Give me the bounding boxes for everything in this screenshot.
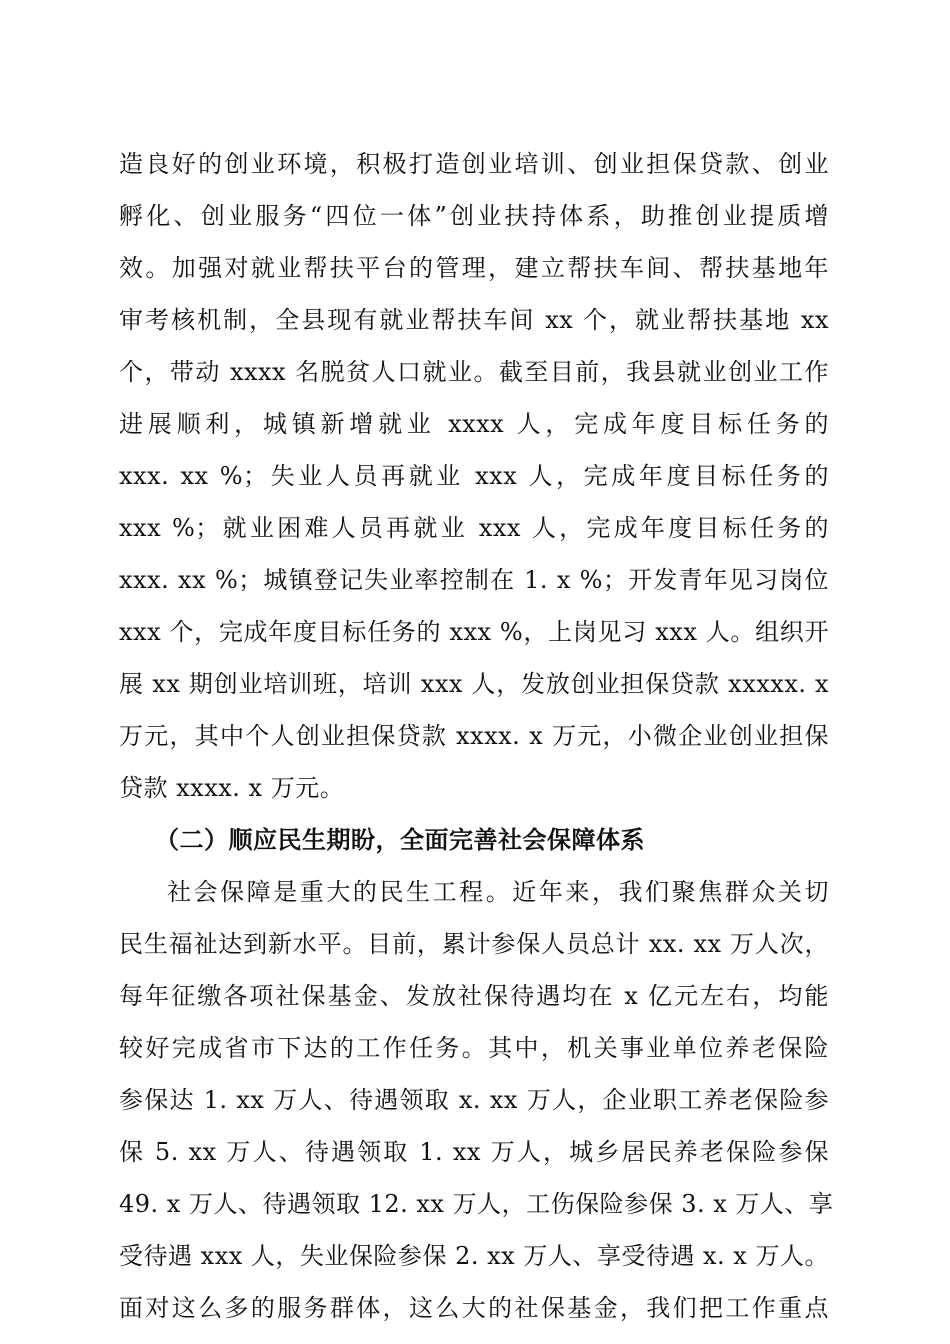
text-line: 进展顺利，城镇新增就业 xxxx 人，完成年度目标任务的 <box>119 410 829 438</box>
text-line: 受待遇 xxx 人，失业保险参保 2. xx 万人、享受待遇 x. x 万人。 <box>119 1242 829 1270</box>
text-line: 贷款 xxxx. x 万元。 <box>119 774 345 802</box>
paragraph-first-line: 社会保障是重大的民生工程。近年来，我们聚焦群众关切 <box>167 878 829 906</box>
text-line: 展 xx 期创业培训班，培训 xxx 人，发放创业担保贷款 xxxxx. x <box>119 670 829 698</box>
text-line: xxx. xx %；城镇登记失业率控制在 1. x %；开发青年见习岗位 <box>119 566 829 594</box>
text-line: 孵化、创业服务“四位一体”创业扶持体系，助推创业提质增 <box>119 202 829 230</box>
text-line: 个，带动 xxxx 名脱贫人口就业。截至目前，我县就业创业工作 <box>119 358 829 386</box>
text-line: 审考核机制，全县现有就业帮扶车间 xx 个，就业帮扶基地 xx <box>119 306 829 334</box>
text-line: xxx %；就业困难人员再就业 xxx 人，完成年度目标任务的 <box>119 514 829 542</box>
text-line: xxx 个，完成年度目标任务的 xxx %，上岗见习 xxx 人。组织开 <box>119 618 829 646</box>
text-line: xxx. xx %；失业人员再就业 xxx 人，完成年度目标任务的 <box>119 462 829 490</box>
text-line: 民生福祉达到新水平。目前，累计参保人员总计 xx. xx 万人次， <box>119 930 829 958</box>
text-line: 保 5. xx 万人、待遇领取 1. xx 万人，城乡居民养老保险参保 <box>119 1138 829 1166</box>
text-line: 造良好的创业环境，积极打造创业培训、创业担保贷款、创业 <box>119 150 829 178</box>
text-line: 效。加强对就业帮扶平台的管理，建立帮扶车间、帮扶基地年 <box>119 254 829 282</box>
text-line: 万元，其中个人创业担保贷款 xxxx. x 万元，小微企业创业担保 <box>119 722 829 750</box>
text-line: 49. x 万人、待遇领取 12. xx 万人，工伤保险参保 3. x 万人、享 <box>119 1190 834 1218</box>
section-heading: （二）顺应民生期盼，全面完善社会保障体系 <box>155 826 645 854</box>
text-line: 参保达 1. xx 万人、待遇领取 x. xx 万人，企业职工养老保险参 <box>119 1086 829 1114</box>
text-line: 较好完成省市下达的工作任务。其中，机关事业单位养老保险 <box>119 1034 829 1062</box>
text-line: 面对这么多的服务群体，这么大的社保基金，我们把工作重点 <box>119 1294 829 1322</box>
text-line: 每年征缴各项社保基金、发放社保待遇均在 x 亿元左右，均能 <box>119 982 829 1010</box>
